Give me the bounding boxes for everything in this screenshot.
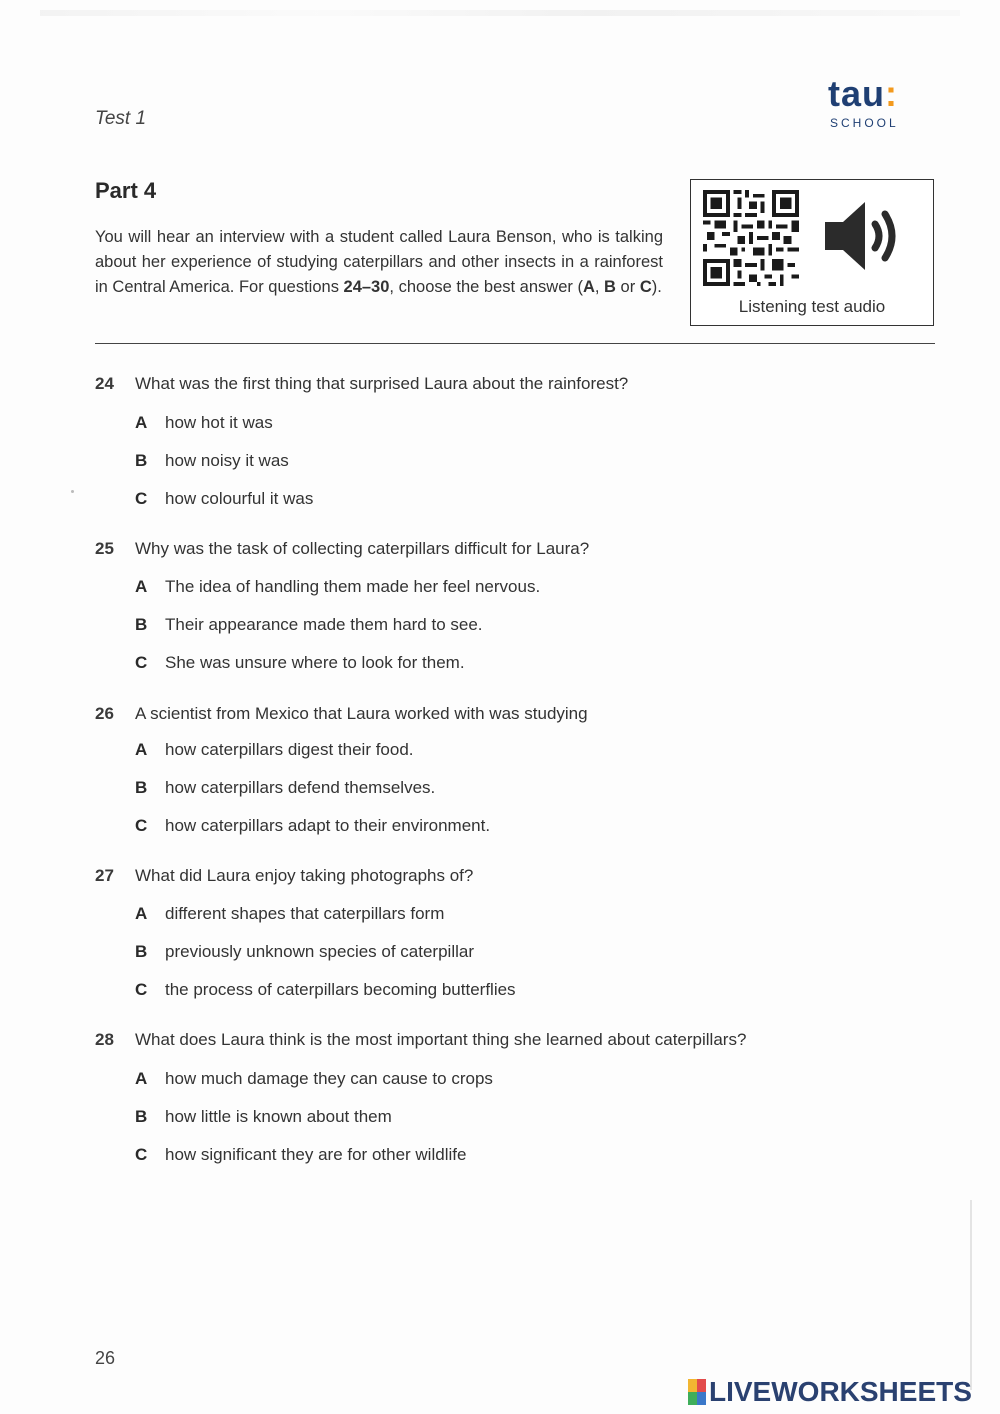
question-25 [95,537,915,672]
test-label: Test 1 [95,108,147,129]
question-number: 26 [95,704,114,723]
question-text: What did Laura enjoy taking photographs of? [135,866,474,885]
option-a[interactable]: A how hot it was [135,413,273,432]
question-27 [95,864,915,999]
liveworksheets-logo [688,1375,972,1409]
brand-subtitle: SCHOOL [830,116,899,130]
question-stem [95,864,915,888]
question-28 [95,1028,915,1164]
option-c[interactable]: C how caterpillars adapt to their environment. [135,816,491,835]
audio-caption: Listening test audio [738,297,886,316]
option-c[interactable]: C the process of caterpillars becoming butterflies [135,980,516,999]
option-b[interactable]: B previously unknown species of caterpillar [135,942,474,961]
section-divider [95,343,935,344]
option-a[interactable]: A how much damage they can cause to crops [135,1069,493,1088]
part-instructions: You will hear an interview with a student called Laura Benson, who is talking about her experience of studying caterpillars and other insects in a rainforest in Central America. For questions 24–30, choose the best answer (A, B or C). [95,228,663,296]
scan-artifact-right [970,1200,972,1390]
option-b[interactable]: B how little is known about them [135,1107,392,1126]
listening-audio-box[interactable] [690,179,934,326]
liveworksheets-icon [688,1379,706,1405]
option-c[interactable]: C how colourful it was [135,489,314,508]
option-c[interactable]: C how significant they are for other wildlife [135,1145,467,1164]
option-b[interactable]: B Their appearance made them hard to see. [135,615,483,634]
question-stem [95,702,915,726]
part-title: Part 4 [95,178,157,203]
liveworksheets-wordmark: LIVEWORKSHEETS [709,1376,972,1407]
question-text: What was the first thing that surprised Laura about the rainforest? [135,374,629,393]
question-stem [95,537,915,561]
question-24 [95,372,915,508]
scan-speck [71,490,74,493]
question-number: 27 [95,866,114,885]
option-a[interactable]: A how caterpillars digest their food. [135,740,414,759]
brand-name: tau: [828,73,898,114]
question-stem [95,372,915,396]
page-number: 26 [95,1348,116,1368]
speaker-icon[interactable] [819,194,915,278]
question-stem [95,1028,915,1052]
option-c[interactable]: C She was unsure where to look for them. [135,653,465,672]
option-a[interactable]: A different shapes that caterpillars form [135,904,445,923]
question-text: A scientist from Mexico that Laura worked with was studying [135,704,588,723]
option-b[interactable]: B how caterpillars defend themselves. [135,778,436,797]
question-number: 28 [95,1030,114,1049]
question-number: 25 [95,539,114,558]
question-text: What does Laura think is the most important thing she learned about caterpillars? [135,1030,747,1049]
question-26 [95,702,915,835]
tau-school-logo [828,73,928,130]
option-b[interactable]: B how noisy it was [135,451,289,470]
qr-code-icon[interactable] [703,190,799,286]
option-a[interactable]: A The idea of handling them made her feel nervous. [135,577,541,596]
question-text: Why was the task of collecting caterpillars difficult for Laura? [135,539,590,558]
question-number: 24 [95,374,114,393]
scan-artifact-top [40,10,960,16]
